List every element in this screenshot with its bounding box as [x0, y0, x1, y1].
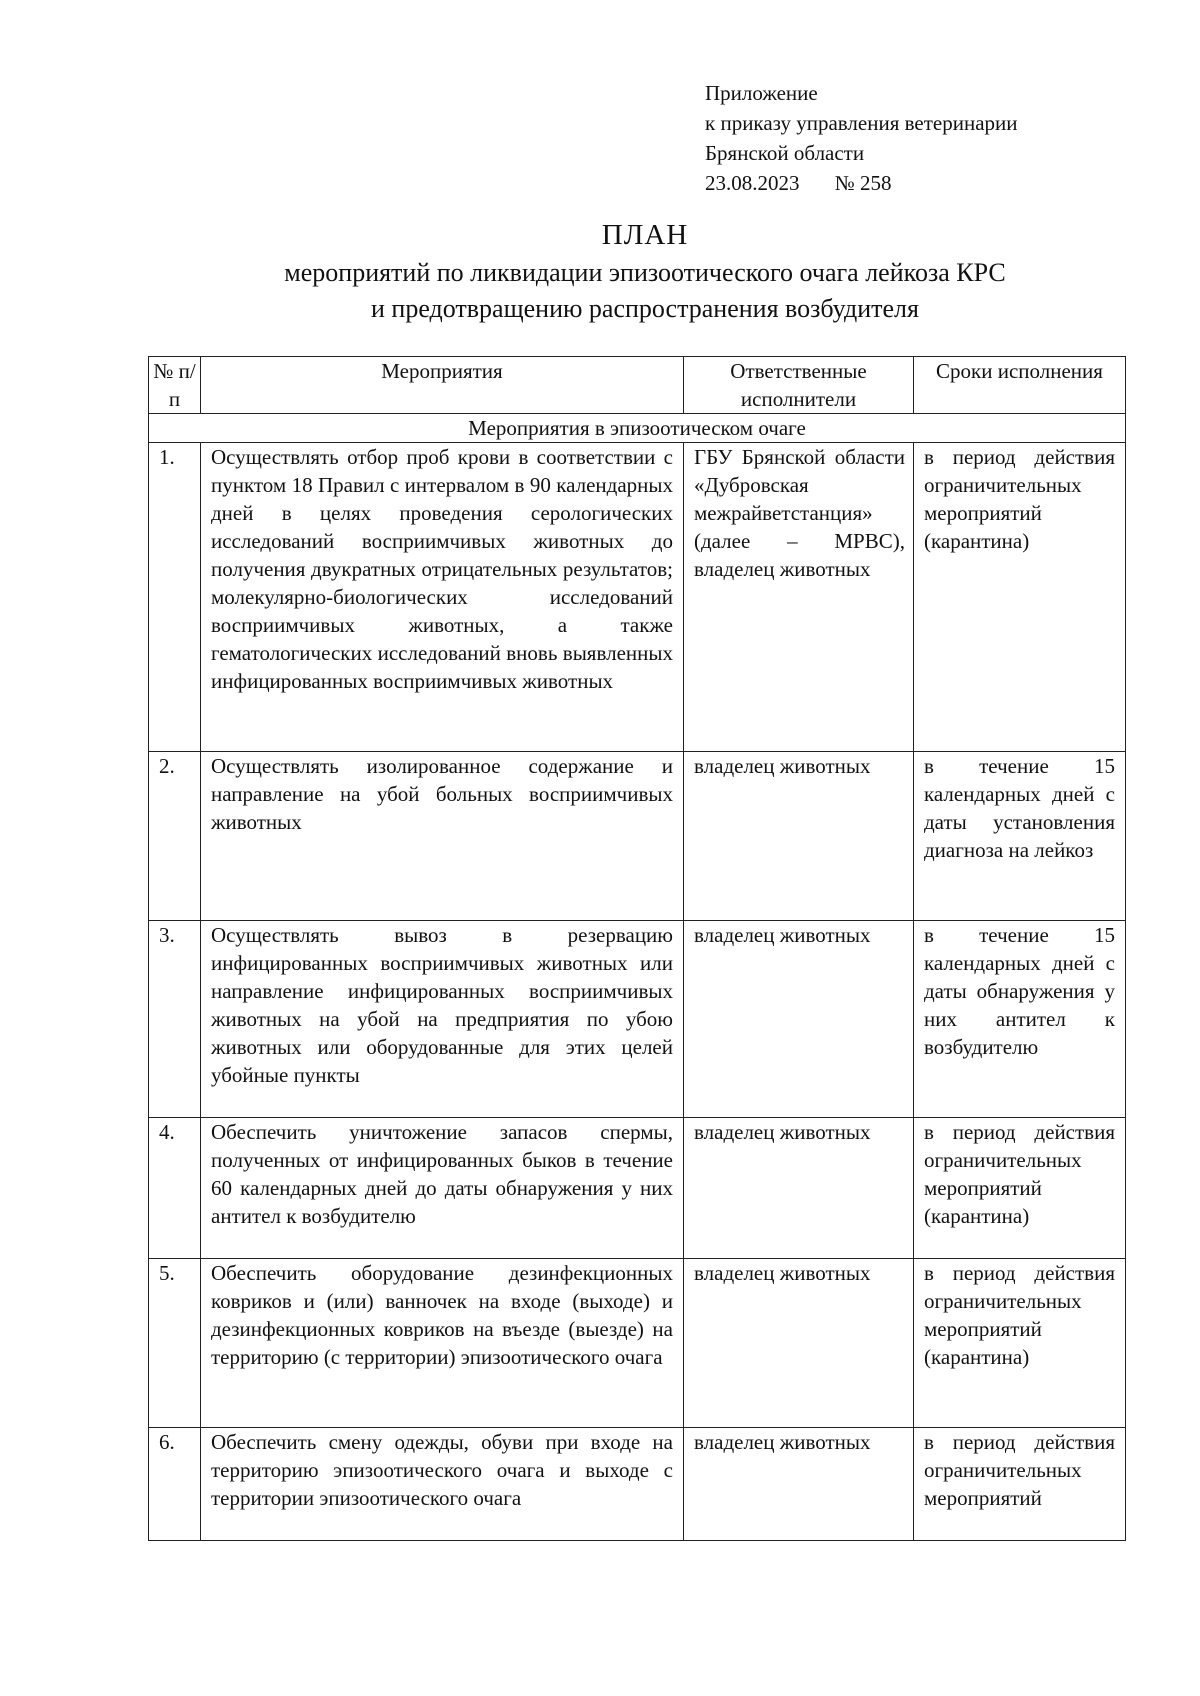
- row-responsible: владелец животных: [684, 752, 914, 921]
- row-activity: Обеспечить уничтожение запасов спермы, полученных от инфицированных быков в течение 60 календарных дней до даты обнаружения у них антител к возбудителю: [201, 1118, 684, 1259]
- row-number: 6.: [149, 1428, 201, 1541]
- row-activity: Осуществлять вывоз в резервацию инфицированных восприимчивых животных или направление инфицированных восприимчивых животных на убой на предприятия по убою животных или оборудованные для этих целей убойные пункты: [201, 921, 684, 1118]
- header-deadline: Сроки исполнения: [914, 357, 1126, 414]
- row-activity: Осуществлять отбор проб крови в соответствии с пунктом 18 Правил с интервалом в 90 календарных дней в целях проведения серологических исследований восприимчивых животных до получения двукратных отрицательных результатов; молекулярно-биологических исследований восприимчивых животных, а также гематологических исследований вновь выявленных инфицированных восприимчивых животных: [201, 443, 684, 752]
- row-responsible: владелец животных: [684, 921, 914, 1118]
- row-deadline: в период действия ограничительных мероприятий (карантина): [914, 443, 1126, 752]
- table-row: [149, 921, 1126, 1118]
- row-responsible: владелец животных: [684, 1118, 914, 1259]
- section-row: [149, 414, 1126, 443]
- appendix-line-2: к приказу управления ветеринарии: [705, 111, 1018, 135]
- header-activities: Мероприятия: [201, 357, 684, 414]
- row-activity: Обеспечить смену одежды, обуви при входе на территорию эпизоотического очага и выходе с территории эпизоотического очага: [201, 1428, 684, 1541]
- appendix-block: [705, 78, 1018, 198]
- appendix-line-1: Приложение: [705, 81, 818, 105]
- document-subtitle-line-1: мероприятий по ликвидации эпизоотического очага лейкоза КРС: [284, 258, 1006, 287]
- row-number: 1.: [149, 443, 201, 752]
- table-row: [149, 443, 1126, 752]
- row-activity: Осуществлять изолированное содержание и направление на убой больных восприимчивых животных: [201, 752, 684, 921]
- appendix-line-3: Брянской области: [705, 141, 865, 165]
- table-row: [149, 1428, 1126, 1541]
- section-title: Мероприятия в эпизоотическом очаге: [149, 414, 1126, 443]
- row-number: 2.: [149, 752, 201, 921]
- table-row: [149, 1259, 1126, 1428]
- row-deadline: в течение 15 календарных дней с даты установления диагноза на лейкоз: [914, 752, 1126, 921]
- header-responsible: Ответственные исполнители: [684, 357, 914, 414]
- table-row: [149, 1118, 1126, 1259]
- order-date: 23.08.2023: [705, 171, 800, 195]
- title-block: [150, 215, 1140, 327]
- plan-table: [148, 356, 1126, 1541]
- table-row: [149, 752, 1126, 921]
- header-number: № п/п: [149, 357, 201, 414]
- row-responsible: владелец животных: [684, 1428, 914, 1541]
- row-deadline: в течение 15 календарных дней с даты обнаружения у них антител к возбудителю: [914, 921, 1126, 1118]
- order-number: № 258: [834, 171, 892, 195]
- document-title: ПЛАН: [601, 219, 689, 251]
- appendix-date-line: [705, 168, 1018, 198]
- row-number: 3.: [149, 921, 201, 1118]
- row-activity: Обеспечить оборудование дезинфекционных ковриков и (или) ванночек на входе (выходе) и дезинфекционных ковриков на въезде (выезде) на территорию (с территории) эпизоотического очага: [201, 1259, 684, 1428]
- row-responsible: ГБУ Брянской области «Дубровская межрайветстанция» (далее – МРВС), владелец животных: [684, 443, 914, 752]
- row-number: 4.: [149, 1118, 201, 1259]
- row-deadline: в период действия ограничительных мероприятий (карантина): [914, 1259, 1126, 1428]
- row-deadline: в период действия ограничительных мероприятий: [914, 1428, 1126, 1541]
- table-header-row: [149, 357, 1126, 414]
- row-responsible: владелец животных: [684, 1259, 914, 1428]
- row-deadline: в период действия ограничительных мероприятий (карантина): [914, 1118, 1126, 1259]
- document-subtitle-line-2: и предотвращению распространения возбудителя: [371, 294, 919, 323]
- row-number: 5.: [149, 1259, 201, 1428]
